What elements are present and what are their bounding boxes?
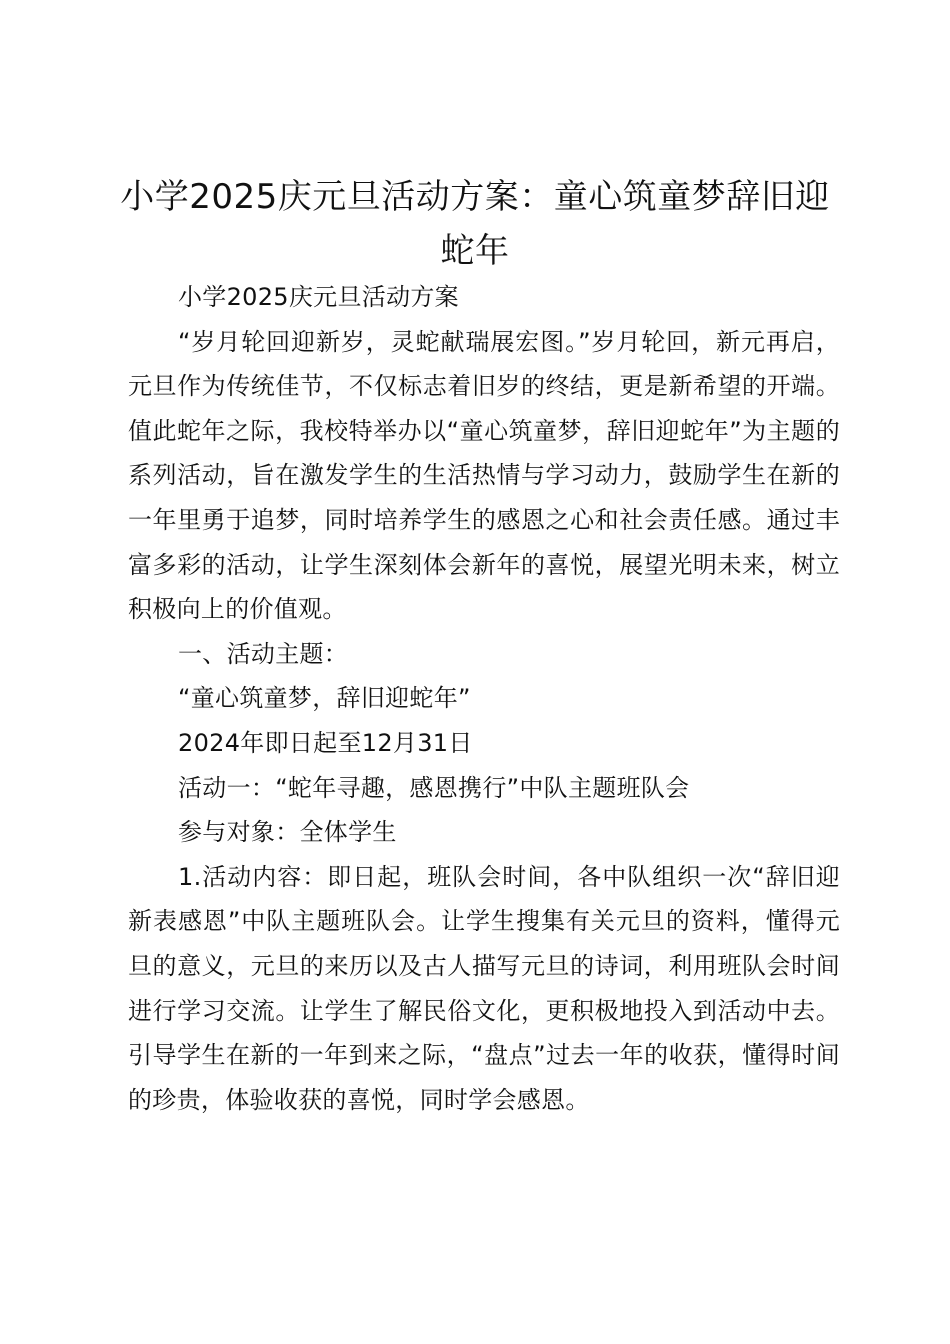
- section-heading-theme: 一、活动主题：: [178, 639, 349, 668]
- subtitle-paragraph: 小学2025庆元旦活动方案: [178, 283, 459, 311]
- document-title: 小学2025庆元旦活动方案：童心筑童梦辞旧迎蛇年: [120, 177, 830, 271]
- date-paragraph: 2024年即日起至12月31日: [178, 728, 473, 757]
- intro-paragraph: “岁月轮回迎新岁，灵蛇献瑞展宏图。”岁月轮回，新元再启，元旦作为传统佳节，不仅标志着旧岁的终结，更是新希望的开端。值此蛇年之际，我校特举办以“童心筑童梦，辞旧迎蛇年”为主题的系列活动，旨在激发学生的生活热情与学习动力，鼓励学生在新的一年里勇于追梦，同时培养学生的感恩之心和社会责任感。通过丰富多彩的活动，让学生深刻体会新年的喜悦，展望光明未来，树立积极向上的价值观。: [128, 327, 840, 624]
- theme-paragraph: “童心筑童梦，辞旧迎蛇年”: [178, 684, 471, 713]
- activity-content-paragraph: 1.活动内容：即日起，班队会时间，各中队组织一次“辞旧迎新表感恩”中队主题班队会。让学生搜集有关元旦的资料，懂得元旦的意义，元旦的来历以及古人描写元旦的诗词，利用班队会时间进行学习交流。让学生了解民俗文化，更积极地投入到活动中去。引导学生在新的一年到来之际，“盘点”过去一年的收获，懂得时间的珍贵，体验收获的喜悦，同时学会感恩。: [128, 862, 840, 1114]
- document-body: [128, 275, 840, 1122]
- participants-paragraph: 参与对象：全体学生: [178, 818, 397, 847]
- activity-one-heading: 活动一：“蛇年寻趣，感恩携行”中队主题班队会: [178, 773, 690, 802]
